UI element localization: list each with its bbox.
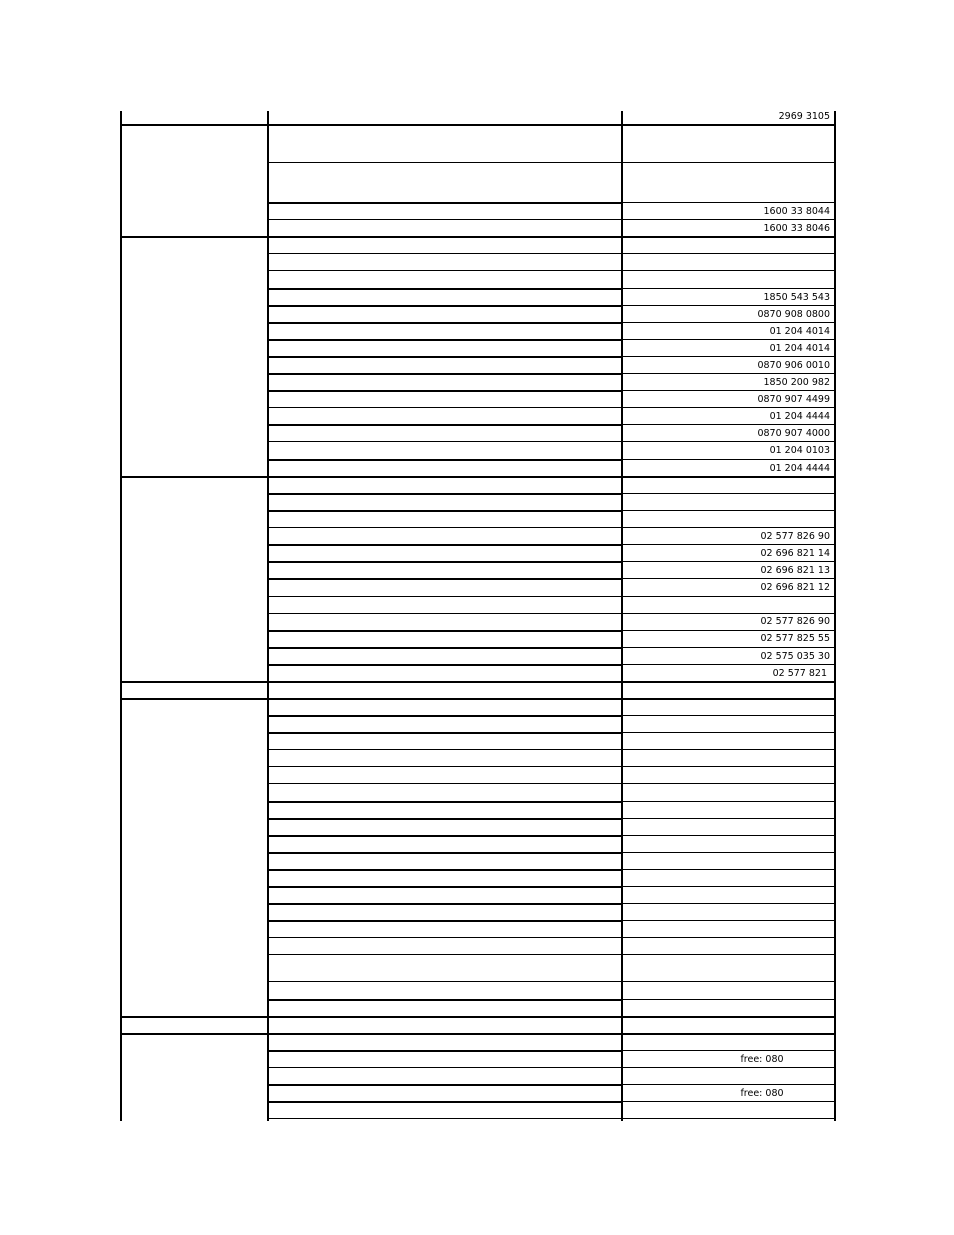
phone-cell: 01 204 4444 <box>769 463 830 474</box>
table-rule <box>834 111 836 1121</box>
table-rule <box>267 270 836 271</box>
table-rule <box>267 766 836 767</box>
table-rule <box>120 1016 836 1018</box>
phone-cell: 01 204 4014 <box>769 343 830 354</box>
table-rule <box>120 681 836 683</box>
phone-cell: 02 575 035 30 <box>760 651 830 662</box>
table-rule <box>267 647 623 649</box>
table-rule <box>621 111 623 1121</box>
table-rule <box>267 1067 836 1068</box>
table-rule <box>267 459 623 461</box>
table-rule <box>267 732 623 734</box>
phone-cell: 02 577 826 90 <box>760 616 830 627</box>
phone-cell: 02 577 825 55 <box>760 633 830 644</box>
table-rule <box>267 288 623 290</box>
table-rule <box>267 920 623 922</box>
phone-cell: 2969 3105 <box>778 111 830 122</box>
table-rule <box>267 162 836 163</box>
table-rule <box>267 783 836 784</box>
table-rule <box>120 1033 836 1035</box>
table-rule <box>267 749 836 750</box>
table-rule <box>267 373 623 375</box>
table-rule <box>267 322 623 324</box>
table-rule <box>267 253 836 254</box>
table-rule <box>267 1084 623 1086</box>
table-rule <box>267 493 623 495</box>
table-rule <box>267 869 623 871</box>
phone-cell: 02 577 821 <box>772 668 827 679</box>
phone-cell: 01 204 0103 <box>769 445 830 456</box>
phone-cell: free: 080 <box>740 1088 784 1099</box>
table-rule <box>267 407 836 408</box>
table-rule <box>267 801 623 803</box>
table-rule <box>267 999 623 1001</box>
table-rule <box>267 596 836 597</box>
phone-cell: 01 204 4444 <box>769 411 830 422</box>
table-rule <box>267 835 623 837</box>
table-rule <box>267 219 836 220</box>
table-rule <box>120 698 836 700</box>
phone-cell: 0870 907 4000 <box>757 428 830 439</box>
table-rule <box>120 124 836 126</box>
table-rule <box>267 305 623 307</box>
phone-cell: 02 696 821 12 <box>760 582 830 593</box>
phone-cell: 1850 543 543 <box>763 292 830 303</box>
table-rule <box>267 202 623 204</box>
table-rule <box>267 1050 623 1052</box>
table-rule <box>267 981 836 982</box>
table-rule <box>267 578 623 580</box>
table-rule <box>267 356 623 358</box>
table-rule <box>267 1101 623 1103</box>
phone-cell: free: 080 <box>740 1054 784 1065</box>
table-rule <box>120 476 836 478</box>
table-rule <box>267 527 836 528</box>
table-rule <box>267 613 836 614</box>
table-rule <box>267 886 623 888</box>
phone-cell: 1850 200 982 <box>763 377 830 388</box>
table-rule <box>267 903 623 905</box>
table-rule <box>267 937 836 938</box>
table-rule <box>267 664 623 666</box>
table-rule <box>267 544 623 546</box>
phone-cell: 0870 907 4499 <box>757 394 830 405</box>
phone-cell: 0870 906 0010 <box>757 360 830 371</box>
table-rule <box>267 339 623 341</box>
table-rule <box>120 111 122 1121</box>
table-rule <box>267 424 623 426</box>
table-rule <box>267 852 623 854</box>
table-rule <box>267 954 836 955</box>
phone-cell: 02 696 821 14 <box>760 548 830 559</box>
table-rule <box>267 561 623 563</box>
phone-cell: 0870 908 0800 <box>757 309 830 320</box>
phone-cell: 02 577 826 90 <box>760 531 830 542</box>
table-rule <box>267 818 623 820</box>
phone-cell: 1600 33 8044 <box>763 206 830 217</box>
table-rule <box>120 236 836 238</box>
table-rule <box>267 111 269 1121</box>
phone-cell: 1600 33 8046 <box>763 223 830 234</box>
table-rule <box>267 441 836 442</box>
table-rule <box>267 1118 836 1119</box>
table-rule <box>267 510 623 512</box>
table-rule <box>267 715 623 717</box>
table-rule <box>267 390 623 392</box>
phone-cell: 01 204 4014 <box>769 326 830 337</box>
table-rule <box>267 630 623 632</box>
phone-cell: 02 696 821 13 <box>760 565 830 576</box>
